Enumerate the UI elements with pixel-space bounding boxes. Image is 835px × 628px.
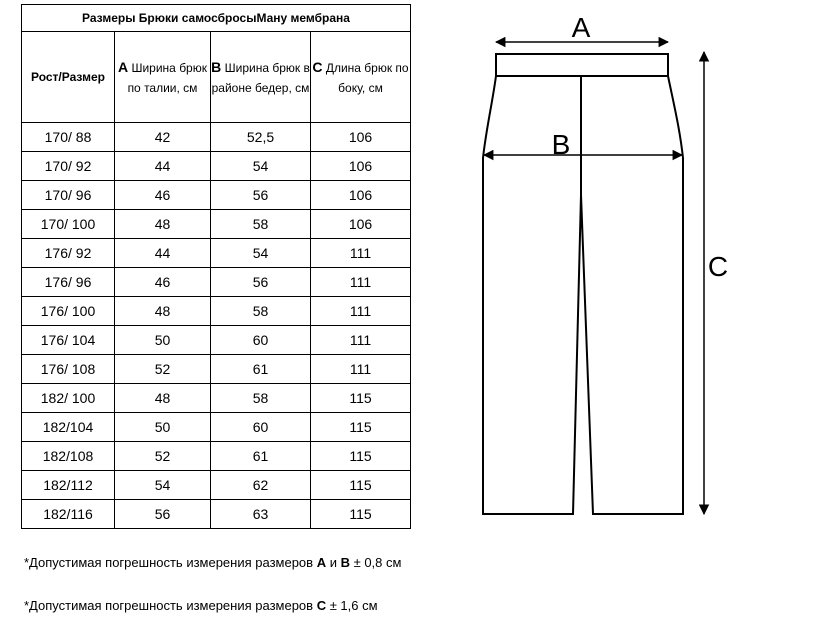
cell-side-length: 111: [311, 355, 411, 384]
table-row: [22, 500, 411, 529]
cell-waist-width: 42: [115, 123, 211, 152]
cell-height-size: 182/ 100: [22, 384, 115, 413]
cell-height-size: 170/ 92: [22, 152, 115, 181]
table-title: Размеры Брюки самосбросыМану мембрана: [22, 5, 411, 32]
table-row: [22, 442, 411, 471]
cell-waist-width: 52: [115, 442, 211, 471]
dimension-a-label: A: [571, 12, 591, 43]
cell-hip-width: 63: [211, 500, 311, 529]
cell-waist-width: 52: [115, 355, 211, 384]
waistband-outline: [496, 54, 668, 76]
header-side-length: [311, 32, 411, 123]
cell-side-length: 115: [311, 384, 411, 413]
note1-letter-b: В: [340, 555, 350, 570]
cell-waist-width: 46: [115, 268, 211, 297]
cell-hip-width: 56: [211, 268, 311, 297]
table-row: [22, 326, 411, 355]
table-row: [22, 297, 411, 326]
note2-prefix: *Допустимая погрешность измерения размеров: [24, 598, 317, 613]
cell-side-length: 115: [311, 471, 411, 500]
note1-prefix: *Допустимая погрешность измерения размеров: [24, 555, 317, 570]
note1-and: и: [326, 555, 341, 570]
table-row: [22, 471, 411, 500]
cell-waist-width: 48: [115, 297, 211, 326]
cell-waist-width: 50: [115, 326, 211, 355]
cell-hip-width: 56: [211, 181, 311, 210]
cell-hip-width: 60: [211, 326, 311, 355]
cell-height-size: 182/112: [22, 471, 115, 500]
table-row: [22, 152, 411, 181]
pants-outline: [483, 76, 683, 514]
dimension-b-label: B: [551, 129, 571, 160]
table-row: [22, 355, 411, 384]
cell-hip-width: 54: [211, 152, 311, 181]
note2-suffix: ± 1,6 см: [326, 598, 378, 613]
header-waist-text: Ширина брюк по талии, см: [127, 60, 207, 95]
cell-waist-width: 54: [115, 471, 211, 500]
table-row: [22, 210, 411, 239]
table-row: [22, 268, 411, 297]
cell-height-size: 176/ 92: [22, 239, 115, 268]
dimension-c-label: C: [707, 251, 729, 282]
table-body: [22, 123, 411, 529]
cell-waist-width: 44: [115, 239, 211, 268]
cell-height-size: 176/ 96: [22, 268, 115, 297]
cell-waist-width: 50: [115, 413, 211, 442]
cell-hip-width: 58: [211, 384, 311, 413]
cell-waist-width: 48: [115, 384, 211, 413]
cell-side-length: 115: [311, 442, 411, 471]
header-hip-width: [211, 32, 311, 123]
cell-waist-width: 56: [115, 500, 211, 529]
cell-side-length: 115: [311, 500, 411, 529]
header-hip-text: Ширина брюк в районе бедер, см: [211, 60, 310, 95]
cell-waist-width: 44: [115, 152, 211, 181]
header-waist-letter: А: [118, 58, 129, 75]
header-length-letter: С: [312, 58, 323, 75]
tolerance-note-ab: [24, 555, 401, 570]
table-row: [22, 239, 411, 268]
note1-letter-a: А: [316, 555, 327, 570]
table-row: [22, 123, 411, 152]
header-height-size: Рост/Размер: [22, 32, 115, 123]
tolerance-note-c: [24, 598, 378, 613]
cell-side-length: 111: [311, 297, 411, 326]
cell-height-size: 170/ 100: [22, 210, 115, 239]
cell-hip-width: 62: [211, 471, 311, 500]
cell-hip-width: 61: [211, 442, 311, 471]
cell-height-size: 176/ 104: [22, 326, 115, 355]
cell-hip-width: 61: [211, 355, 311, 384]
cell-side-length: 106: [311, 210, 411, 239]
cell-height-size: 182/116: [22, 500, 115, 529]
cell-side-length: 111: [311, 239, 411, 268]
cell-height-size: 182/108: [22, 442, 115, 471]
cell-side-length: 111: [311, 326, 411, 355]
header-length-text: Длина брюк по боку, см: [322, 60, 409, 95]
cell-height-size: 170/ 96: [22, 181, 115, 210]
cell-hip-width: 60: [211, 413, 311, 442]
note1-suffix: ± 0,8 см: [349, 555, 402, 570]
cell-waist-width: 48: [115, 210, 211, 239]
cell-side-length: 115: [311, 413, 411, 442]
cell-height-size: 170/ 88: [22, 123, 115, 152]
pants-diagram: [470, 0, 770, 530]
cell-side-length: 106: [311, 181, 411, 210]
cell-side-length: 106: [311, 152, 411, 181]
cell-side-length: 111: [311, 268, 411, 297]
table-header-row: [22, 32, 411, 123]
cell-height-size: 176/ 100: [22, 297, 115, 326]
cell-hip-width: 58: [211, 210, 311, 239]
cell-side-length: 106: [311, 123, 411, 152]
table-row: [22, 181, 411, 210]
table-row: [22, 384, 411, 413]
header-waist-width: [115, 32, 211, 123]
table-row: [22, 413, 411, 442]
cell-waist-width: 46: [115, 181, 211, 210]
cell-height-size: 176/ 108: [22, 355, 115, 384]
cell-hip-width: 52,5: [211, 123, 311, 152]
note2-letter-c: С: [316, 598, 327, 613]
cell-hip-width: 58: [211, 297, 311, 326]
cell-height-size: 182/104: [22, 413, 115, 442]
cell-hip-width: 54: [211, 239, 311, 268]
header-hip-letter: В: [211, 58, 222, 75]
size-table: [21, 4, 411, 529]
